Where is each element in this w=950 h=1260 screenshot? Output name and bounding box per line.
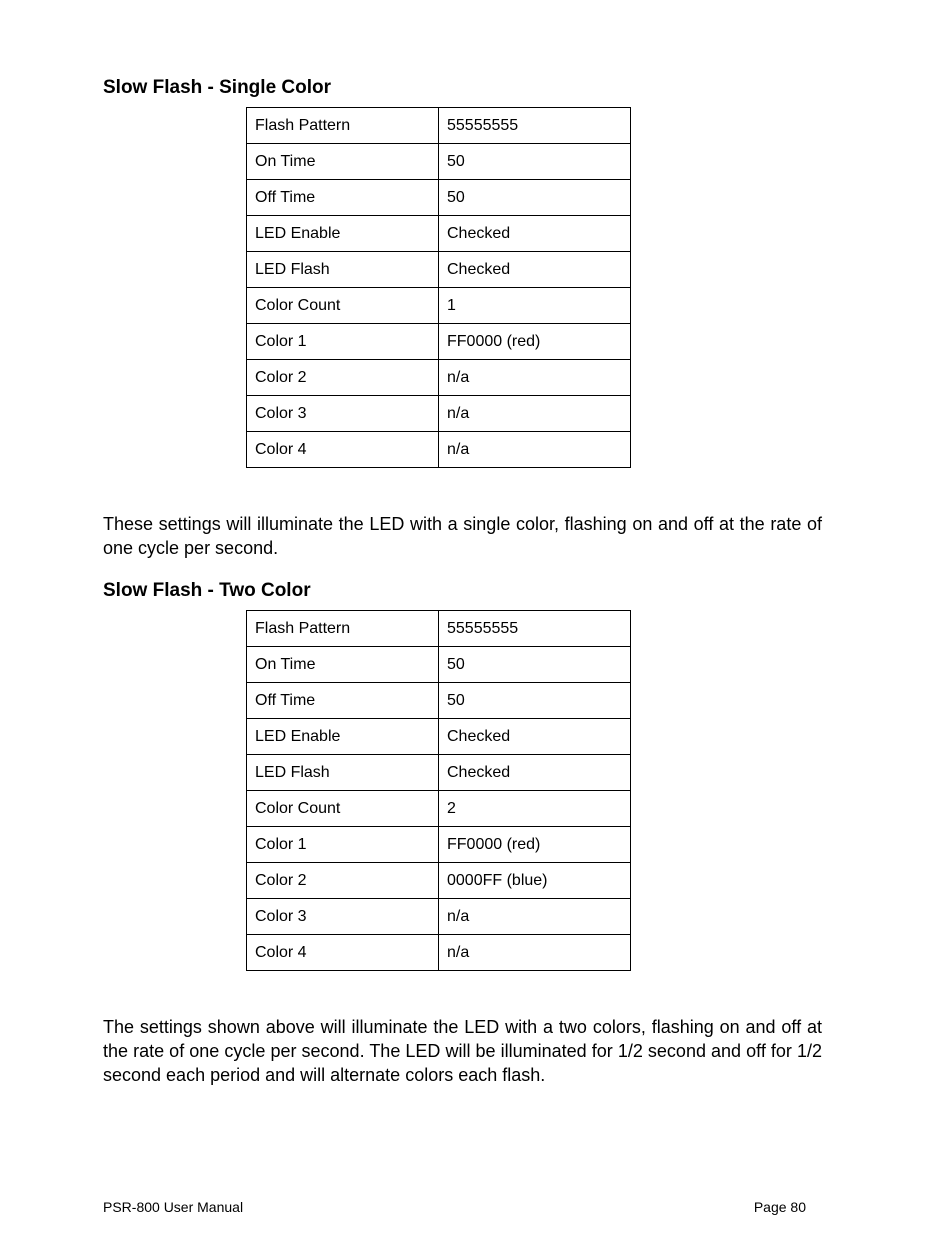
- description-single-color: These settings will illuminate the LED with a single color, flashing on and off at the rate of one cycle per second.: [103, 514, 822, 558]
- description-two-color: The settings shown above will illuminate the LED with a two colors, flashing on and off at the rate of one cycle per second. The LED will be illuminated for 1/2 second and off for 1/2 second each period and will alternate colors each flash.: [103, 1017, 822, 1085]
- section-heading-two-color: Slow Flash - Two Color: [103, 580, 311, 601]
- setting-value: 50: [439, 683, 631, 719]
- setting-value: 55555555: [439, 108, 631, 144]
- table-row: [247, 288, 631, 324]
- setting-label: On Time: [247, 647, 439, 683]
- setting-value: n/a: [439, 432, 631, 468]
- setting-value: FF0000 (red): [439, 324, 631, 360]
- table-row: [247, 647, 631, 683]
- table-row: [247, 108, 631, 144]
- table-row: [247, 324, 631, 360]
- setting-label: Color Count: [247, 288, 439, 324]
- setting-value: FF0000 (red): [439, 827, 631, 863]
- setting-label: Color 2: [247, 360, 439, 396]
- setting-label: Off Time: [247, 683, 439, 719]
- table-row: [247, 396, 631, 432]
- table-row: [247, 791, 631, 827]
- table-row: [247, 216, 631, 252]
- setting-value: 1: [439, 288, 631, 324]
- setting-label: Flash Pattern: [247, 611, 439, 647]
- settings-table-single-color: [246, 107, 631, 468]
- setting-value: n/a: [439, 935, 631, 971]
- table-row: [247, 683, 631, 719]
- setting-value: 50: [439, 647, 631, 683]
- setting-label: Color Count: [247, 791, 439, 827]
- setting-label: LED Flash: [247, 755, 439, 791]
- table-row: [247, 899, 631, 935]
- setting-label: Color 4: [247, 935, 439, 971]
- settings-table-two-color: [246, 610, 631, 971]
- setting-label: Off Time: [247, 180, 439, 216]
- setting-value: Checked: [439, 719, 631, 755]
- table-row: [247, 144, 631, 180]
- setting-label: Color 3: [247, 899, 439, 935]
- table-row: [247, 935, 631, 971]
- setting-label: Color 2: [247, 863, 439, 899]
- table-row: [247, 719, 631, 755]
- setting-label: On Time: [247, 144, 439, 180]
- table-row: [247, 863, 631, 899]
- setting-label: LED Enable: [247, 719, 439, 755]
- setting-label: LED Enable: [247, 216, 439, 252]
- setting-label: Color 4: [247, 432, 439, 468]
- table-row: [247, 611, 631, 647]
- footer-page-number: Page 80: [753, 1199, 806, 1215]
- setting-value: Checked: [439, 755, 631, 791]
- setting-value: Checked: [439, 216, 631, 252]
- table-row: [247, 180, 631, 216]
- table-row: [247, 827, 631, 863]
- table-row: [247, 755, 631, 791]
- setting-label: Color 3: [247, 396, 439, 432]
- setting-value: 2: [439, 791, 631, 827]
- setting-value: 50: [439, 144, 631, 180]
- setting-label: Color 1: [247, 324, 439, 360]
- setting-label: Color 1: [247, 827, 439, 863]
- setting-value: Checked: [439, 252, 631, 288]
- table-row: [247, 252, 631, 288]
- setting-value: n/a: [439, 360, 631, 396]
- setting-value: 50: [439, 180, 631, 216]
- table-row: [247, 360, 631, 396]
- footer-manual-title: PSR-800 User Manual: [103, 1199, 244, 1215]
- section-heading-single-color: Slow Flash - Single Color: [103, 77, 332, 98]
- setting-value: 0000FF (blue): [439, 863, 631, 899]
- setting-value: n/a: [439, 396, 631, 432]
- setting-value: n/a: [439, 899, 631, 935]
- setting-value: 55555555: [439, 611, 631, 647]
- table-row: [247, 432, 631, 468]
- setting-label: Flash Pattern: [247, 108, 439, 144]
- setting-label: LED Flash: [247, 252, 439, 288]
